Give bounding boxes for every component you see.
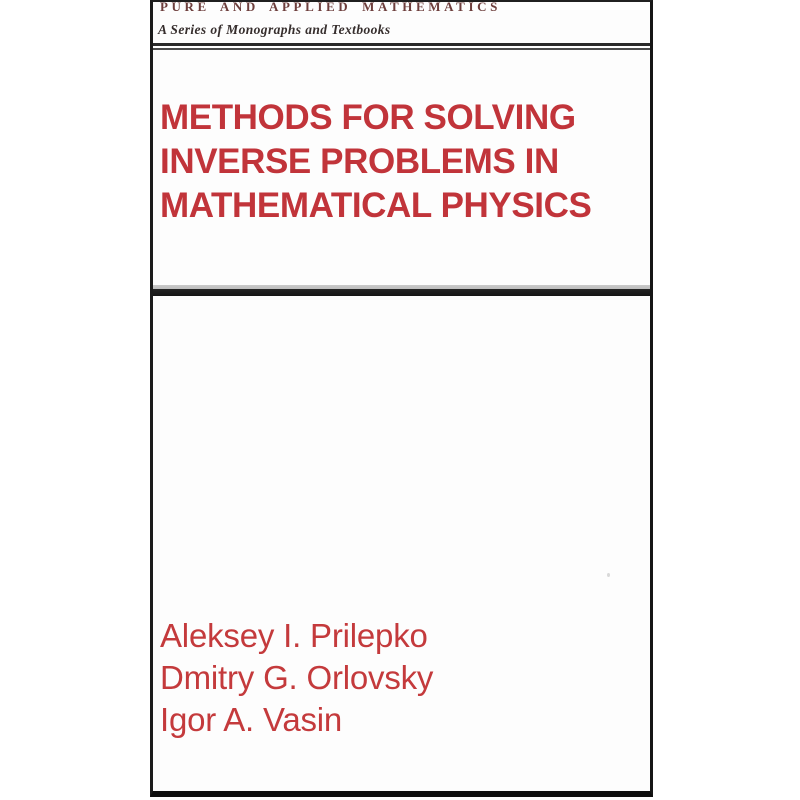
thick-rule-divider <box>150 285 653 296</box>
scan-artifact-dot <box>607 573 610 577</box>
author-name: Igor A. Vasin <box>160 701 343 738</box>
author-name: Aleksey I. Prilepko <box>160 617 428 654</box>
series-subtitle: A Series of Monographs and Textbooks <box>158 22 391 37</box>
book-cover-frame <box>150 0 653 797</box>
series-title: PURE AND APPLIED MATHEMATICS <box>160 0 501 14</box>
double-rule-divider <box>150 43 653 50</box>
authors-list <box>160 615 433 741</box>
book-title-line-2: INVERSE PROBLEMS IN <box>160 142 559 181</box>
book-title-line-1: METHODS FOR SOLVING <box>160 98 576 137</box>
book-title <box>160 96 591 228</box>
book-title-line-3: MATHEMATICAL PHYSICS <box>160 186 592 225</box>
author-name: Dmitry G. Orlovsky <box>160 659 434 696</box>
